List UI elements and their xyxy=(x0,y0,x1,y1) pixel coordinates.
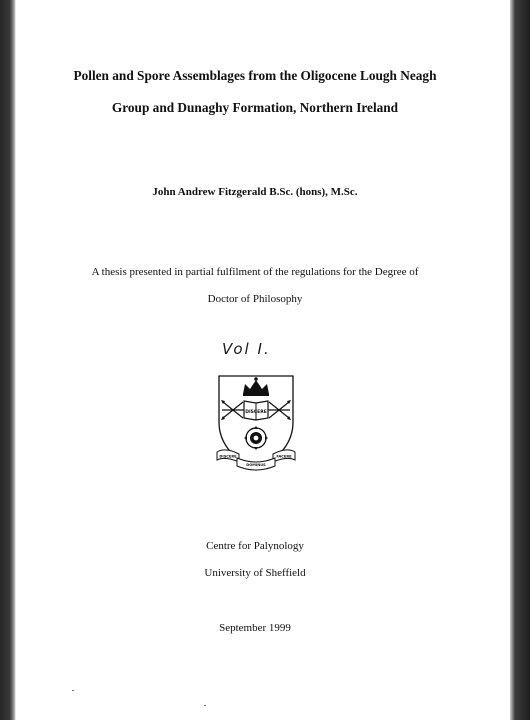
scan-right-edge xyxy=(510,0,530,720)
crest-motto-center: DOMINUS xyxy=(246,463,266,467)
handwritten-volume-note: Vol I. xyxy=(222,340,271,358)
department-name: Centre for Palynology xyxy=(206,540,304,552)
thesis-title-line-1: Pollen and Spore Assemblages from the Oligocene Lough Neagh xyxy=(73,68,437,83)
scan-speck xyxy=(72,690,74,691)
university-name: University of Sheffield xyxy=(204,567,306,579)
submission-date: September 1999 xyxy=(219,622,291,634)
scan-speck xyxy=(204,705,206,706)
university-crest-icon xyxy=(215,374,297,480)
crest-motto-right: FACERE xyxy=(276,454,292,459)
author-name: John Andrew Fitzgerald B.Sc. (hons), M.Sc. xyxy=(152,186,358,198)
degree-name: Doctor of Philosophy xyxy=(207,293,303,305)
crest-book-text: DISCERE xyxy=(245,410,267,415)
thesis-statement-line-1: A thesis presented in partial fulfilment of the regulations for the Degree of xyxy=(91,266,419,278)
thesis-title-line-2: Group and Dunaghy Formation, Northern Ireland xyxy=(111,100,399,115)
crest-motto-left: DISCERE xyxy=(219,454,237,459)
